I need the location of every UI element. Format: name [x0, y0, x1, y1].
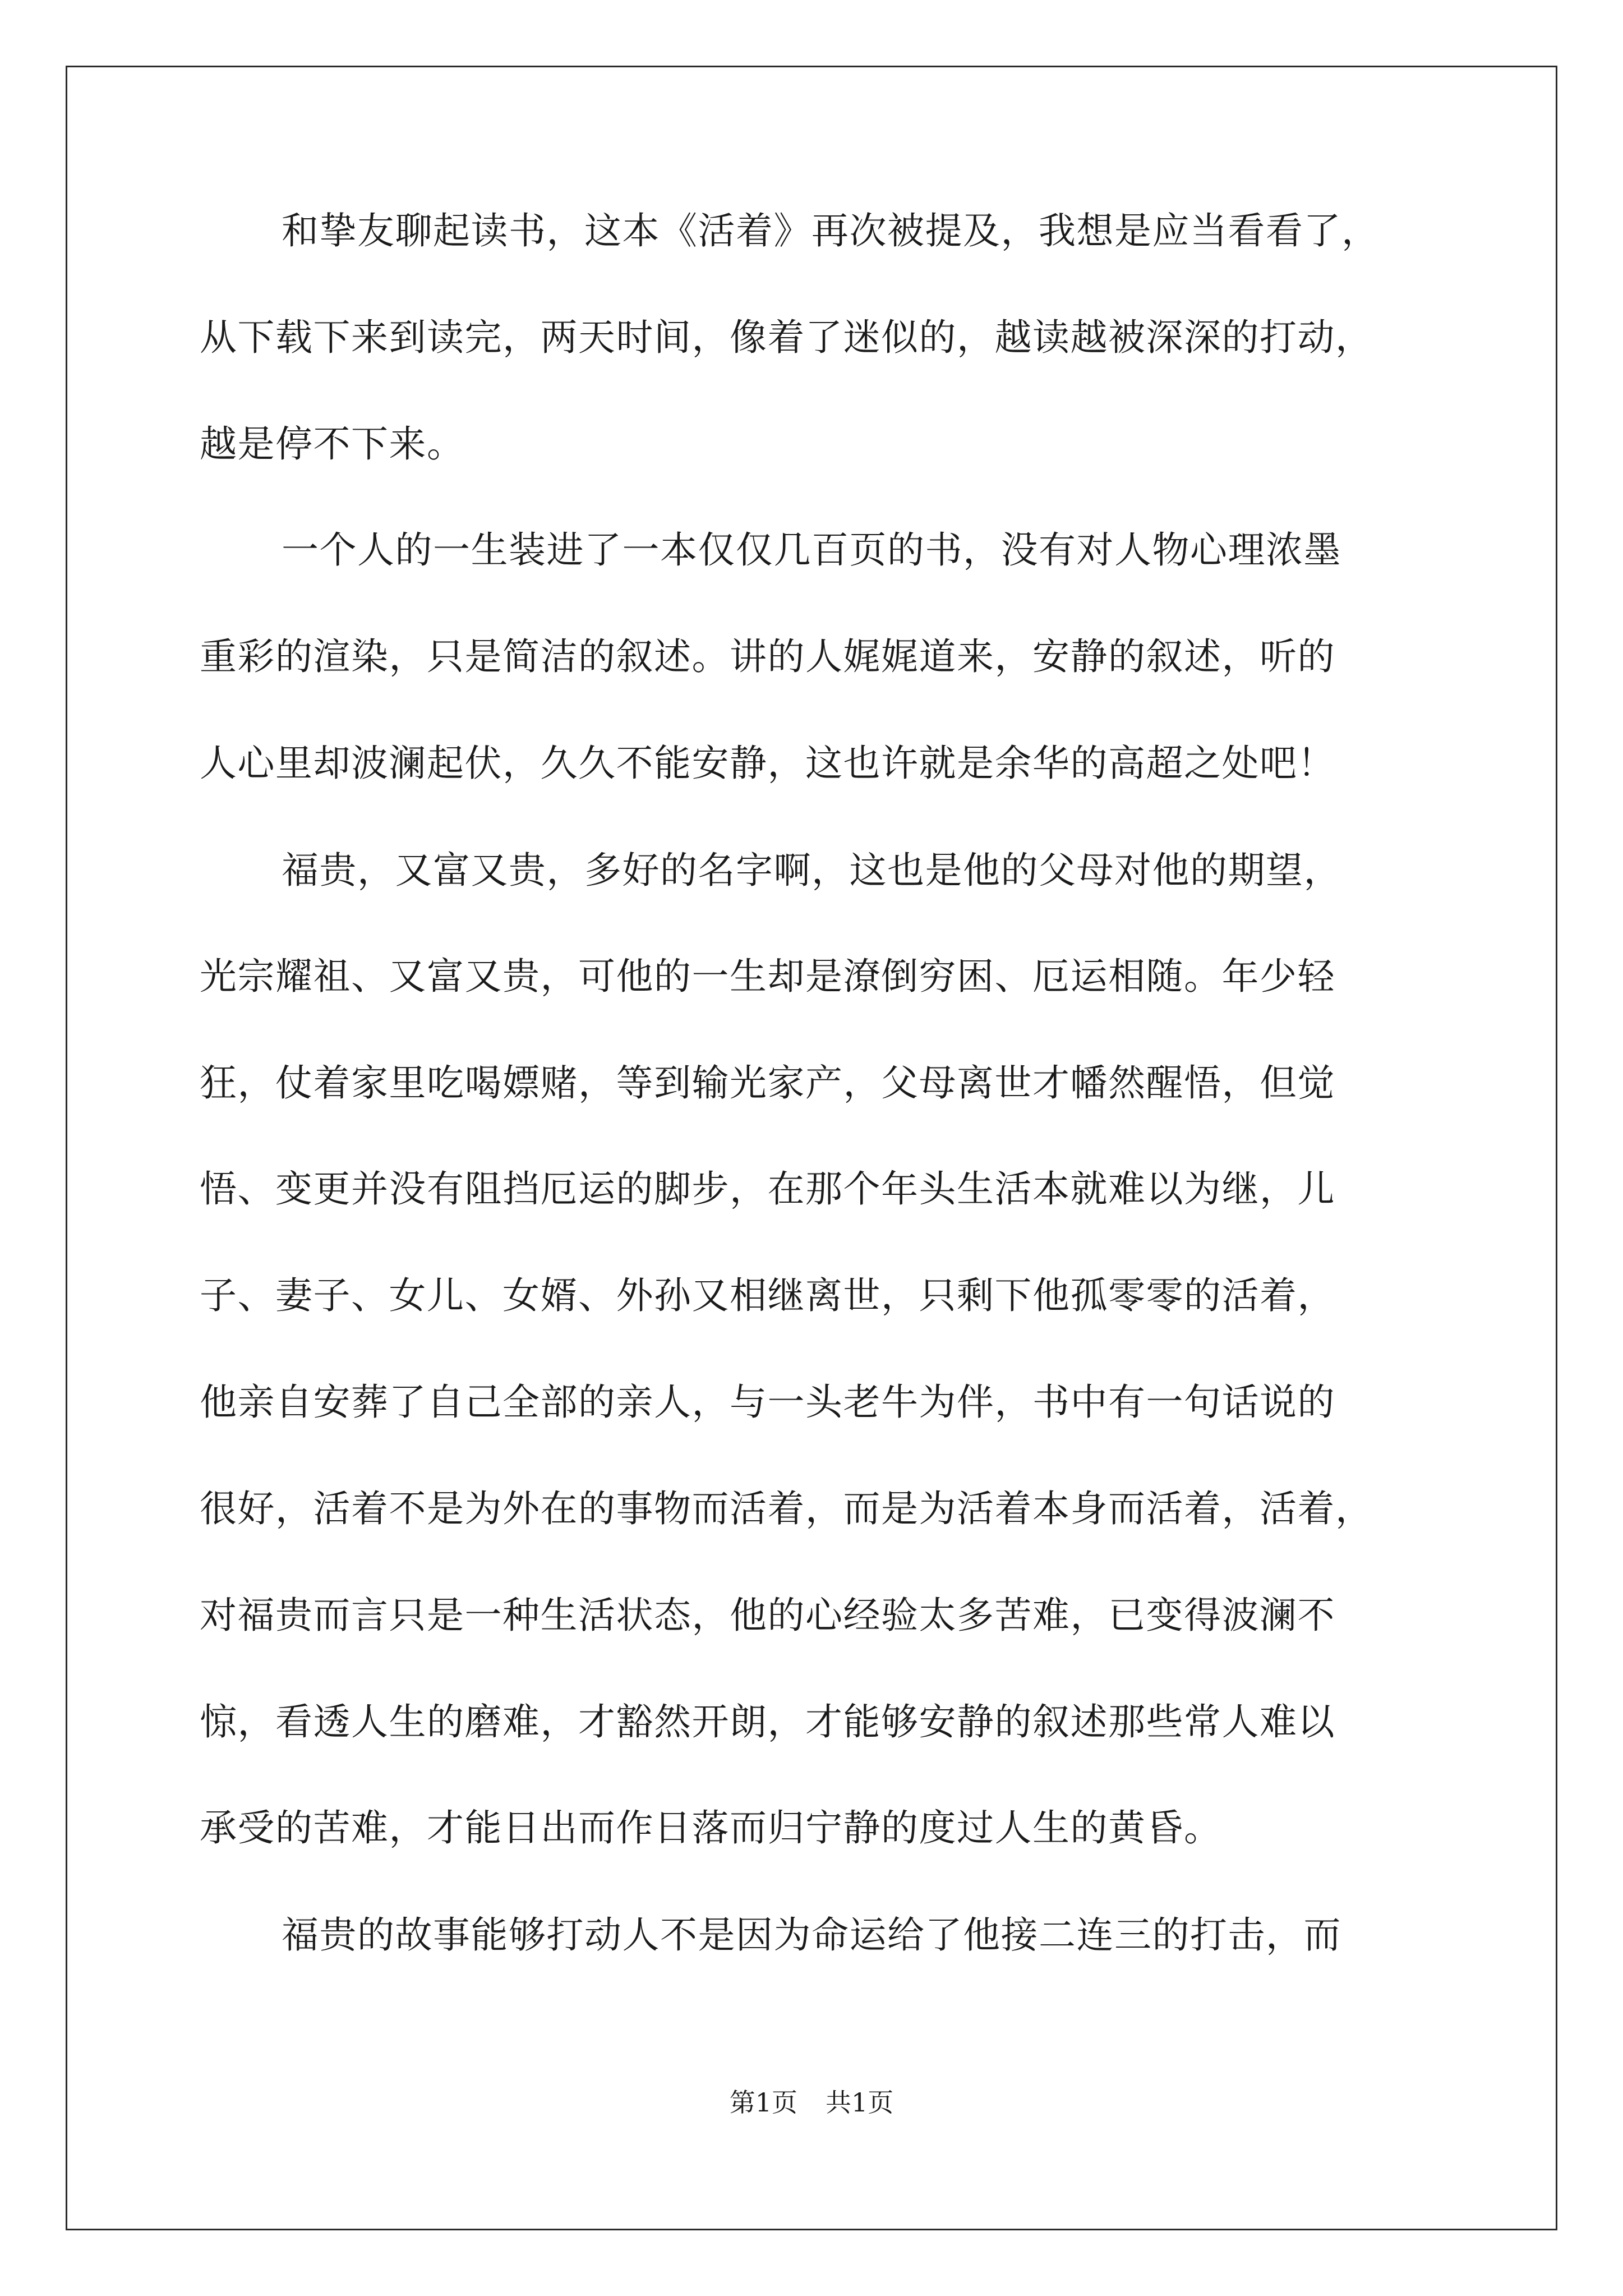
paragraph-1-line-2: 从下载下来到读完，两天时间，像着了迷似的，越读越被深深的打动， — [200, 316, 1373, 359]
page-number-current: 第1页 — [729, 2087, 797, 2118]
paragraph-3-line-7: 很好，活着不是为外在的事物而活着，而是为活着本身而活着，活着， — [200, 1487, 1373, 1530]
paragraph-3-line-1: 福贵，又富又贵，多好的名字啊，这也是他的父母对他的期望， — [282, 849, 1341, 892]
paragraph-3-line-10: 承受的苦难，才能日出而作日落而归宁静的度过人生的黄昏。 — [200, 1806, 1222, 1849]
paragraph-3-line-8: 对福贵而言只是一种生活状态，他的心经验太多苦难，已变得波澜不 — [200, 1594, 1335, 1637]
paragraph-3-line-2: 光宗耀祖、又富又贵，可他的一生却是潦倒穷困、厄运相随。年少轻 — [200, 955, 1335, 998]
paragraph-3-line-3: 狂，仗着家里吃喝嫖赌，等到输光家产，父母离世才幡然醒悟，但觉 — [200, 1061, 1335, 1105]
paragraph-3-line-5: 子、妻子、女儿、女婿、外孙又相继离世，只剩下他孤零零的活着， — [200, 1274, 1335, 1317]
paragraph-2-line-3: 人心里却波澜起伏，久久不能安静，这也许就是余华的高超之处吧！ — [200, 742, 1335, 785]
paragraph-3-line-4: 悟、变更并没有阻挡厄运的脚步，在那个年头生活本就难以为继，儿 — [200, 1167, 1335, 1211]
paragraph-4-line-1: 福贵的故事能够打动人不是因为命运给了他接二连三的打击，而 — [282, 1913, 1341, 1957]
paragraph-2-line-2: 重彩的渲染，只是简洁的叙述。讲的人娓娓道来，安静的叙述，听的 — [200, 635, 1335, 678]
page-footer — [0, 2086, 1623, 2119]
paragraph-2-line-1: 一个人的一生装进了一本仅仅几百页的书，没有对人物心理浓墨 — [282, 528, 1341, 572]
paragraph-3-line-6: 他亲自安葬了自己全部的亲人，与一头老牛为伴，书中有一句话说的 — [200, 1381, 1335, 1424]
page-border — [66, 66, 1557, 2230]
paragraph-1-line-3: 越是停不下来。 — [200, 422, 465, 466]
page-number-total: 共1页 — [826, 2087, 894, 2118]
paragraph-1-line-1: 和挚友聊起读书，这本《活着》再次被提及，我想是应当看看了， — [282, 209, 1380, 252]
paragraph-3-line-9: 惊，看透人生的磨难，才豁然开朗，才能够安静的叙述那些常人难以 — [200, 1700, 1335, 1743]
